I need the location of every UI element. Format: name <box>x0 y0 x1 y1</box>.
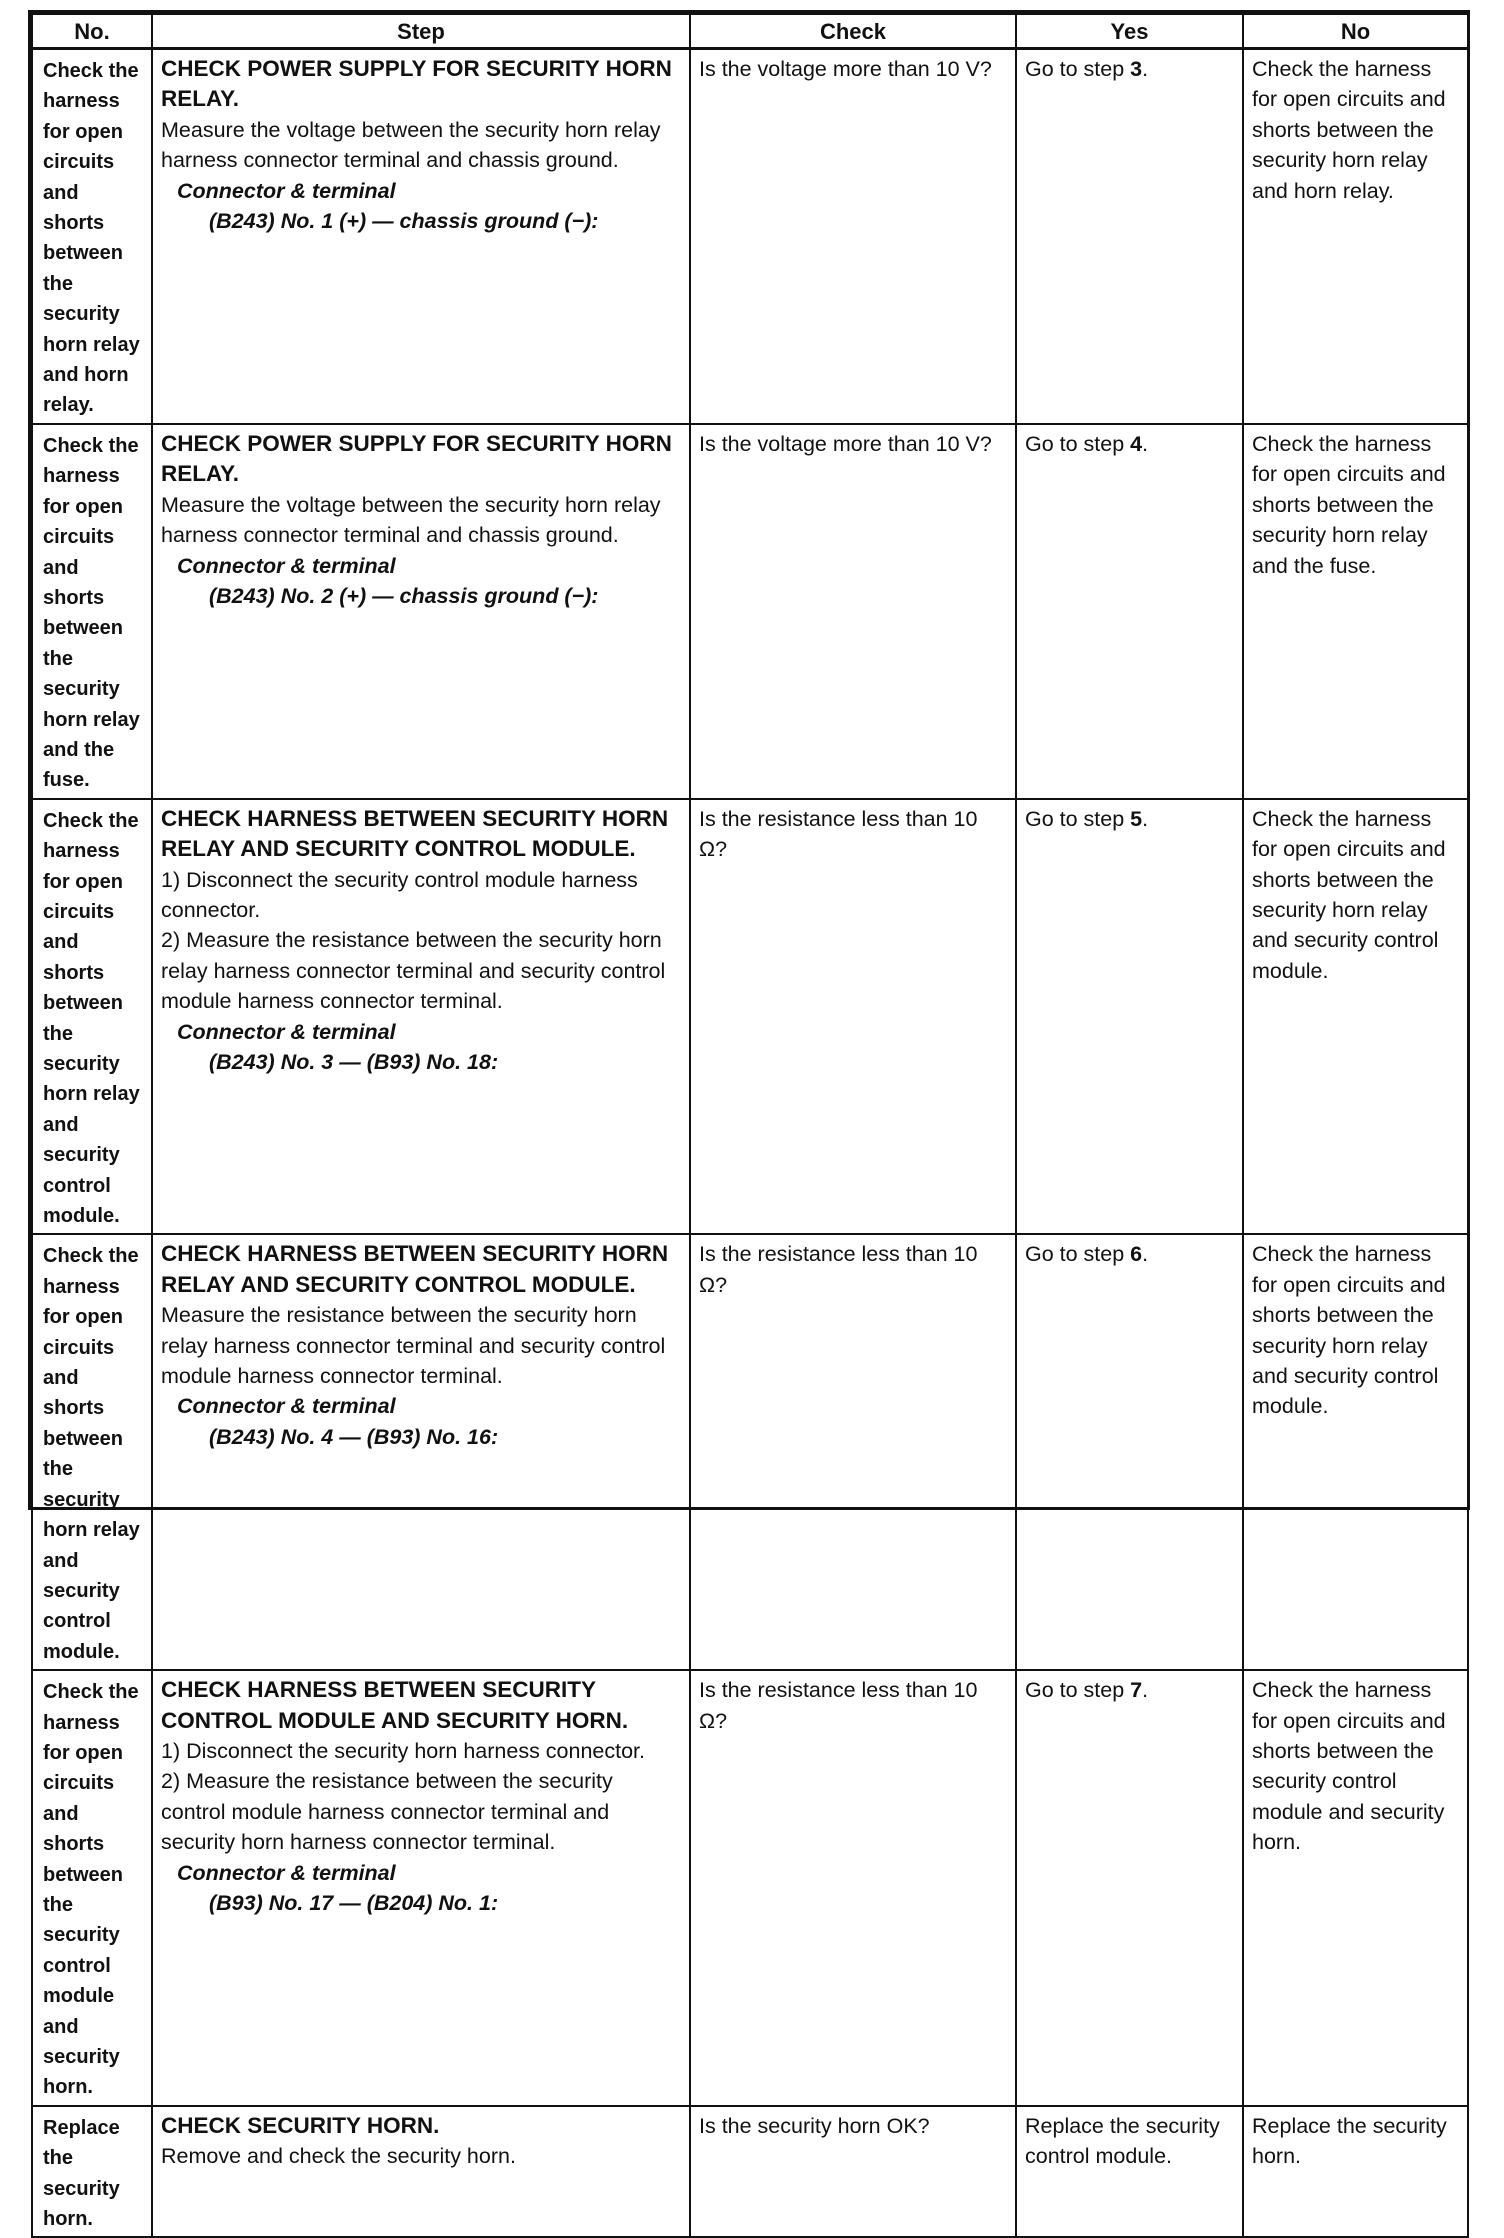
header-step: Step <box>152 14 690 49</box>
step-title: CHECK HARNESS BETWEEN SECURITY HORN RELAY AND SECURITY CONTROL MODULE. <box>161 805 669 862</box>
connector-label: Connector & terminal <box>177 1394 396 1419</box>
table-row <box>32 1670 1468 2106</box>
yes-cell <box>1016 1670 1243 2106</box>
table-row <box>32 2106 1468 2238</box>
step-instruction: 1) Disconnect the security horn harness connector. <box>161 1738 646 1763</box>
yes-cell <box>1016 424 1243 799</box>
yes-suffix: . <box>1142 1242 1149 1267</box>
table-row <box>32 1234 1468 1670</box>
check-question: Is the resistance less than 10 Ω? <box>699 1678 978 1733</box>
step-title: CHECK HARNESS BETWEEN SECURITY CONTROL MODULE AND SECURITY HORN. <box>161 1677 629 1733</box>
connector-value: (B93) No. 17 — (B204) No. 1: <box>209 1890 499 1915</box>
yes-suffix: . <box>1142 57 1149 81</box>
yes-suffix: . <box>1142 431 1149 456</box>
yes-suffix: . <box>1142 1678 1149 1703</box>
step-title: CHECK POWER SUPPLY FOR SECURITY HORN RELAY. <box>161 430 672 487</box>
diagnostic-table <box>31 13 1469 2238</box>
table-row <box>32 49 1468 424</box>
check-question: Is the security horn OK? <box>699 2113 930 2138</box>
yes-step-ref: 3 <box>1130 57 1143 81</box>
check-question: Is the resistance less than 10 Ω? <box>699 1242 978 1297</box>
check-question: Is the resistance less than 10 Ω? <box>699 806 978 862</box>
step-number: Check the harness for open circuits and shorts between the security horn relay and horn relay. <box>32 49 152 424</box>
table-row <box>32 799 1468 1235</box>
check-cell <box>690 799 1016 1235</box>
no-cell: Check the harness for open circuits and shorts between the security horn relay and the fuse. <box>1243 424 1468 799</box>
step-instruction: Remove and check the security horn. <box>161 2144 516 2169</box>
yes-prefix: Go to step <box>1025 57 1131 81</box>
yes-step-ref: 5 <box>1130 806 1143 831</box>
connector-value: (B243) No. 4 — (B93) No. 16: <box>209 1424 499 1449</box>
yes-step-ref: 6 <box>1130 1242 1143 1267</box>
step-instruction: Measure the voltage between the security horn relay harness connector terminal and chassis ground. <box>161 492 661 548</box>
yes-cell <box>1016 1234 1243 1670</box>
step-cell <box>152 799 690 1235</box>
step-title: CHECK HARNESS BETWEEN SECURITY HORN RELAY AND SECURITY CONTROL MODULE. <box>161 1241 669 1297</box>
step-number: Check the harness for open circuits and shorts between the security control module and security horn. <box>32 1670 152 2106</box>
connector-label: Connector & terminal <box>177 553 396 578</box>
step-title: CHECK POWER SUPPLY FOR SECURITY HORN RELAY. <box>161 56 672 112</box>
connector-value: (B243) No. 1 (+) — chassis ground (−): <box>209 209 599 234</box>
step-number: Check the harness for open circuits and shorts between the security horn relay and security control module. <box>32 799 152 1235</box>
yes-step-ref: 4 <box>1130 431 1143 456</box>
connector-label: Connector & terminal <box>177 178 396 203</box>
connector-label: Connector & terminal <box>177 1860 396 1885</box>
yes-cell <box>1016 49 1243 424</box>
check-question: Is the voltage more than 10 V? <box>699 57 992 81</box>
step-cell <box>152 49 690 424</box>
check-cell <box>690 424 1016 799</box>
yes-step-ref: 7 <box>1130 1678 1143 1703</box>
header-no: No. <box>32 14 152 49</box>
header-no-result: No <box>1243 14 1468 49</box>
step-instruction: Measure the resistance between the security horn relay harness connector terminal and security control module harness connector terminal. <box>161 1303 666 1389</box>
step-number: Replace the security horn. <box>32 2106 152 2238</box>
check-cell <box>690 1670 1016 2106</box>
step-instruction: 1) Disconnect the security control module harness connector. <box>161 867 638 922</box>
check-cell <box>690 49 1016 424</box>
check-question: Is the voltage more than 10 V? <box>699 431 992 456</box>
yes-prefix: Go to step <box>1025 806 1131 831</box>
header-check: Check <box>690 14 1016 49</box>
no-cell: Check the harness for open circuits and shorts between the security horn relay and security control module. <box>1243 1234 1468 1670</box>
yes-cell: Replace the security control module. <box>1016 2106 1243 2238</box>
yes-suffix: . <box>1142 806 1149 831</box>
no-cell: Check the harness for open circuits and shorts between the security control module and security horn. <box>1243 1670 1468 2106</box>
yes-cell <box>1016 799 1243 1235</box>
yes-prefix: Go to step <box>1025 1242 1131 1267</box>
no-cell: Check the harness for open circuits and shorts between the security horn relay and horn relay. <box>1243 49 1468 424</box>
step-title: CHECK SECURITY HORN. <box>161 2112 440 2138</box>
step-cell <box>152 1234 690 1670</box>
step-cell <box>152 2106 690 2238</box>
step-instruction: 2) Measure the resistance between the security control module harness connector terminal and security horn harness connector terminal. <box>161 1769 613 1855</box>
no-cell: Check the harness for open circuits and shorts between the security horn relay and security control module. <box>1243 799 1468 1235</box>
yes-prefix: Go to step <box>1025 1678 1131 1703</box>
step-number: Check the harness for open circuits and shorts between the security horn relay and the fuse. <box>32 424 152 799</box>
connector-value: (B243) No. 2 (+) — chassis ground (−): <box>209 583 599 608</box>
table-header-row <box>32 14 1468 49</box>
step-cell <box>152 424 690 799</box>
header-yes: Yes <box>1016 14 1243 49</box>
step-instruction: 2) Measure the resistance between the security horn relay harness connector terminal and security control module harness connector terminal. <box>161 928 666 1014</box>
step-cell <box>152 1670 690 2106</box>
check-cell <box>690 2106 1016 2238</box>
step-instruction: Measure the voltage between the security horn relay harness connector terminal and chassis ground. <box>161 117 661 173</box>
yes-prefix: Go to step <box>1025 431 1131 456</box>
table-row <box>32 424 1468 799</box>
no-cell: Replace the security horn. <box>1243 2106 1468 2238</box>
connector-label: Connector & terminal <box>177 1019 396 1044</box>
step-number: Check the harness for open circuits and shorts between the security horn relay and security control module. <box>32 1234 152 1670</box>
check-cell <box>690 1234 1016 1670</box>
connector-value: (B243) No. 3 — (B93) No. 18: <box>209 1050 499 1074</box>
diagnostic-table-sheet <box>28 10 1470 2231</box>
